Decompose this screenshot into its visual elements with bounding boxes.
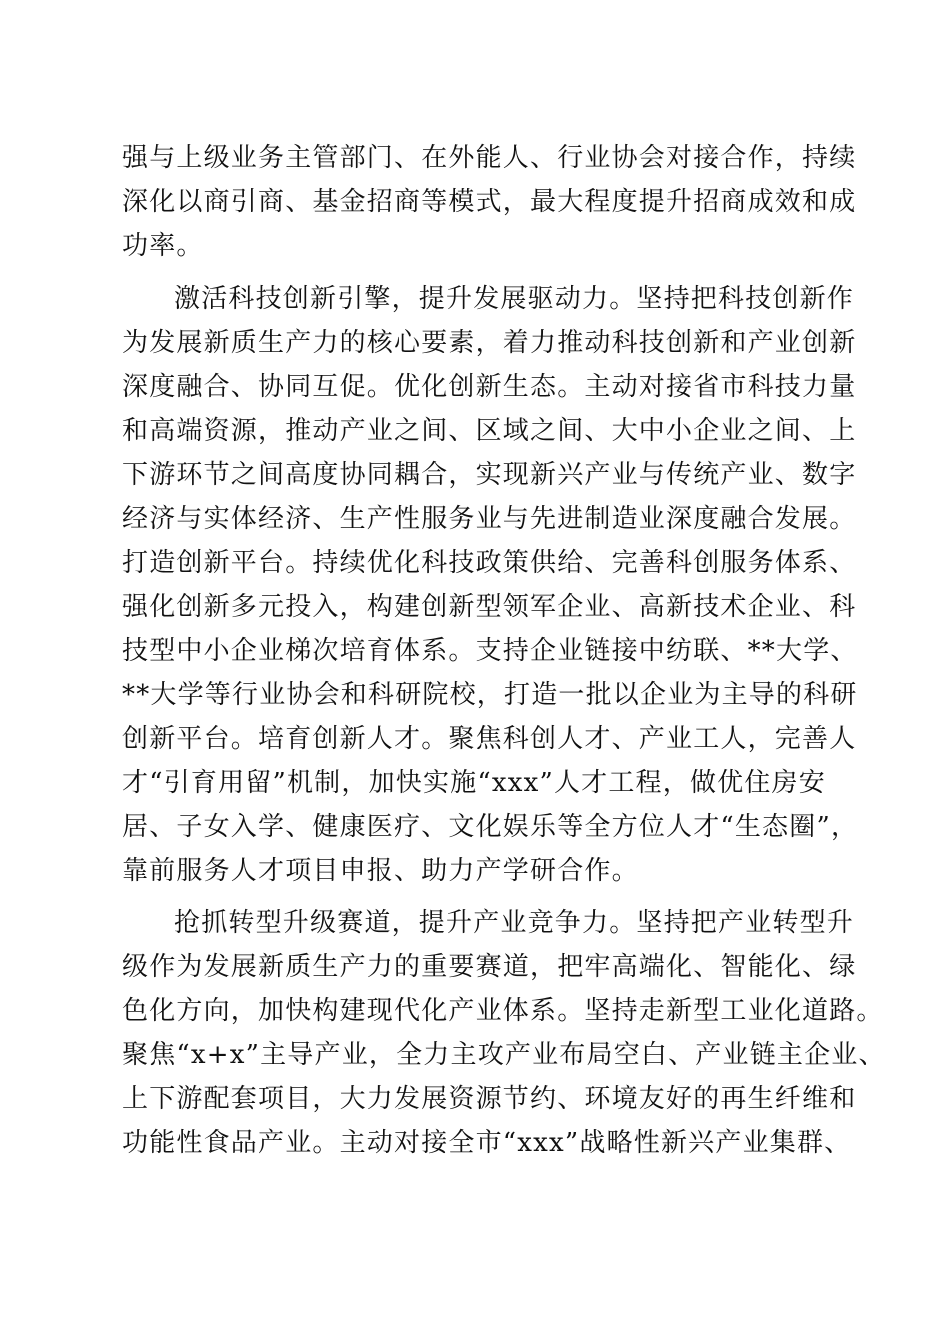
text-line: 为发展新质生产力的核心要素，着力推动科技创新和产业创新 [122, 328, 857, 358]
text-line: 技型中小企业梯次培育体系。支持企业链接中纺联、**大学、 [122, 636, 858, 666]
text-line: 强与上级业务主管部门、在外能人、行业协会对接合作，持续 [122, 143, 857, 173]
text-line: 创新平台。培育创新人才。聚焦科创人才、产业工人，完善人 [122, 724, 857, 754]
text-line: 级作为发展新质生产力的重要赛道，把牢高端化、智能化、绿 [122, 952, 857, 982]
text-line: 深化以商引商、基金招商等模式，最大程度提升招商成效和成 [122, 187, 857, 217]
text-line: 深度融合、协同互促。优化创新生态。主动对接省市科技力量 [122, 372, 857, 402]
text-line: 靠前服务人才项目申报、助力产学研合作。 [122, 856, 639, 886]
paragraph-first-line: 激活科技创新引擎，提升发展驱动力。坚持把科技创新作 [174, 284, 855, 314]
text-line: 和高端资源，推动产业之间、区域之间、大中小企业之间、上 [122, 416, 857, 446]
text-line: 色化方向，加快构建现代化产业体系。坚持走新型工业化道路。 [122, 996, 884, 1026]
text-line: 上下游配套项目，大力发展资源节约、环境友好的再生纤维和 [122, 1084, 857, 1114]
text-line: 下游环节之间高度协同耦合，实现新兴产业与传统产业、数字 [122, 460, 857, 490]
text-line: 打造创新平台。持续优化科技政策供给、完善科创服务体系、 [122, 548, 857, 578]
paragraph-first-line: 抢抓转型升级赛道，提升产业竞争力。坚持把产业转型升 [174, 908, 855, 938]
text-line: **大学等行业协会和科研院校，打造一批以企业为主导的科研 [122, 680, 858, 710]
text-line: 居、子女入学、健康医疗、文化娱乐等全方位人才“生态圈”， [122, 812, 859, 842]
text-line: 功能性食品产业。主动对接全市“xxx”战略性新兴产业集群、 [122, 1128, 852, 1158]
text-line: 强化创新多元投入，构建创新型领军企业、高新技术企业、科 [122, 592, 857, 622]
text-line: 经济与实体经济、生产性服务业与先进制造业深度融合发展。 [122, 504, 857, 534]
text-line: 聚焦“x+x”主导产业，全力主攻产业布局空白、产业链主企业、 [122, 1040, 886, 1070]
text-line: 才“引育用留”机制，加快实施“xxx”人才工程，做优住房安 [122, 768, 826, 798]
text-line: 功率。 [122, 231, 204, 261]
